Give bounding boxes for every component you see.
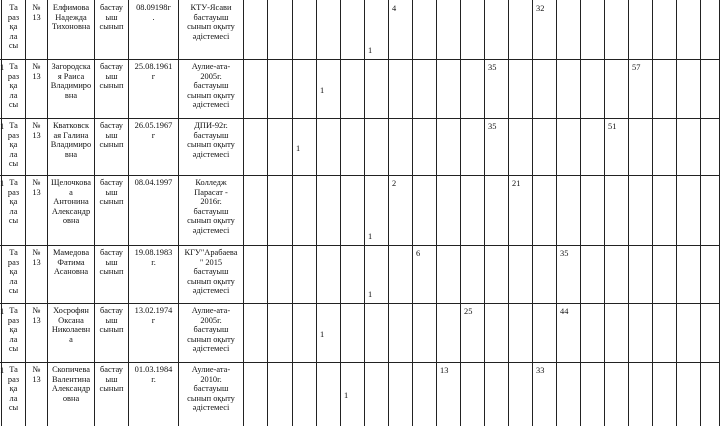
education-cell: Колледж Парасат - 2016г. бастауыш сынып оқыту әдістемесі bbox=[187, 178, 235, 235]
score-cell-value: 1 bbox=[0, 366, 5, 375]
row-divider bbox=[0, 175, 720, 176]
education-cell: ДПИ-92г. бастауыш сынып оқыту әдістемесі bbox=[187, 121, 235, 159]
position-cell: бастау ыш сынып bbox=[99, 62, 124, 91]
score-cell-value: 35 bbox=[488, 122, 497, 131]
row-divider bbox=[0, 118, 720, 119]
teacher-name-cell: Кватковск ая Галина Владимиро вна bbox=[50, 121, 92, 159]
position-cell: бастау ыш сынып bbox=[99, 121, 124, 150]
position-cell: бастау ыш сынып bbox=[99, 365, 124, 394]
row-divider bbox=[0, 245, 720, 246]
city-cell: Та раз қа ла сы bbox=[7, 178, 20, 226]
score-cell-value: 1 bbox=[296, 144, 301, 153]
position-cell: бастау ыш сынып bbox=[99, 306, 124, 335]
score-cell-value: 25 bbox=[464, 307, 473, 316]
row-divider bbox=[0, 362, 720, 363]
education-cell: КТУ-Ясави бастауыш сынып оқыту әдістемесі bbox=[187, 3, 235, 41]
score-cell-value: 1 bbox=[344, 391, 349, 400]
score-cell-value: 21 bbox=[512, 179, 521, 188]
education-cell: Аулие-ата- 2005г. бастауыш сынып оқыту әдістемесі bbox=[187, 62, 235, 110]
row-divider bbox=[0, 303, 720, 304]
score-cell-value: 51 bbox=[608, 122, 617, 131]
city-cell: Та раз қа ла сы bbox=[7, 121, 20, 169]
score-cell-value: 33 bbox=[536, 366, 545, 375]
score-cell-value: 1 bbox=[368, 290, 373, 299]
school-number-cell: № 13 bbox=[32, 306, 41, 325]
birth-date-cell: 19.08.1983 г. bbox=[134, 248, 173, 267]
position-cell: бастау ыш сынып bbox=[99, 248, 124, 277]
birth-date-cell: 13.02.1974 г bbox=[134, 306, 173, 325]
school-number-cell: № 13 bbox=[32, 62, 41, 81]
score-cell-value: 13 bbox=[440, 366, 449, 375]
score-cell-value: 6 bbox=[416, 249, 421, 258]
city-cell: Та раз қа ла сы bbox=[7, 365, 20, 413]
birth-date-cell: 25.08.1961 г bbox=[134, 62, 173, 81]
education-cell: КГУ"Арабаева " 2015 бастауыш сынып оқыту әдістемесі bbox=[184, 248, 238, 296]
row-divider bbox=[0, 59, 720, 60]
teacher-name-cell: Скопичева Валентина Александр овна bbox=[51, 365, 91, 403]
city-cell: Та раз қа ла сы bbox=[7, 62, 20, 110]
city-cell: Та раз қа ла сы bbox=[7, 306, 20, 354]
position-cell: бастау ыш сынып bbox=[99, 3, 124, 32]
score-cell-value: 1 bbox=[320, 86, 325, 95]
city-cell: Та раз қа ла сы bbox=[7, 3, 20, 51]
score-cell-value: 1 bbox=[0, 307, 5, 316]
school-number-cell: № 13 bbox=[32, 3, 41, 22]
score-cell-value: 35 bbox=[560, 249, 569, 258]
teacher-name-cell: Загородска я Раиса Владимиро вна bbox=[50, 62, 92, 100]
teacher-name-cell: Щелочкова а Антонина Александр овна bbox=[51, 178, 91, 226]
score-cell-value: 35 bbox=[488, 63, 497, 72]
score-cell-value: 44 bbox=[560, 307, 569, 316]
teacher-name-cell: Мамедова Фатима Асановна bbox=[52, 248, 90, 277]
school-number-cell: № 13 bbox=[32, 365, 41, 384]
school-number-cell: № 13 bbox=[32, 178, 41, 197]
school-number-cell: № 13 bbox=[32, 121, 41, 140]
teacher-name-cell: Елфимова Надежда Тихоновна bbox=[51, 3, 91, 32]
score-cell-value: 57 bbox=[632, 63, 641, 72]
school-number-cell: № 13 bbox=[32, 248, 41, 267]
score-cell-value: 1 bbox=[0, 122, 5, 131]
birth-date-cell: 08.04.1997 bbox=[134, 178, 173, 187]
score-cell-value: 2 bbox=[392, 179, 397, 188]
birth-date-cell: 26.05.1967 г bbox=[134, 121, 173, 140]
position-cell: бастау ыш сынып bbox=[99, 178, 124, 207]
birth-date-cell: 01.03.1984 г. bbox=[134, 365, 173, 384]
score-cell-value: 1 bbox=[320, 330, 325, 339]
education-cell: Аулие-ата- 2010г. бастауыш сынып оқыту әдістемесі bbox=[187, 365, 235, 413]
birth-date-cell: 08.09198г . bbox=[136, 3, 171, 22]
score-cell-value: 1 bbox=[0, 179, 5, 188]
education-cell: Аулие-ата- 2005г. бастауыш сынып оқыту әдістемесі bbox=[187, 306, 235, 354]
score-cell-value: 1 bbox=[0, 63, 5, 72]
score-cell-value: 32 bbox=[536, 4, 545, 13]
teacher-name-cell: Хосрофян Оксана Николаевн а bbox=[51, 306, 91, 344]
score-cell-value: 1 bbox=[368, 232, 373, 241]
city-cell: Та раз қа ла сы bbox=[7, 248, 20, 296]
score-cell-value: 4 bbox=[392, 4, 397, 13]
score-cell-value: 1 bbox=[368, 46, 373, 55]
